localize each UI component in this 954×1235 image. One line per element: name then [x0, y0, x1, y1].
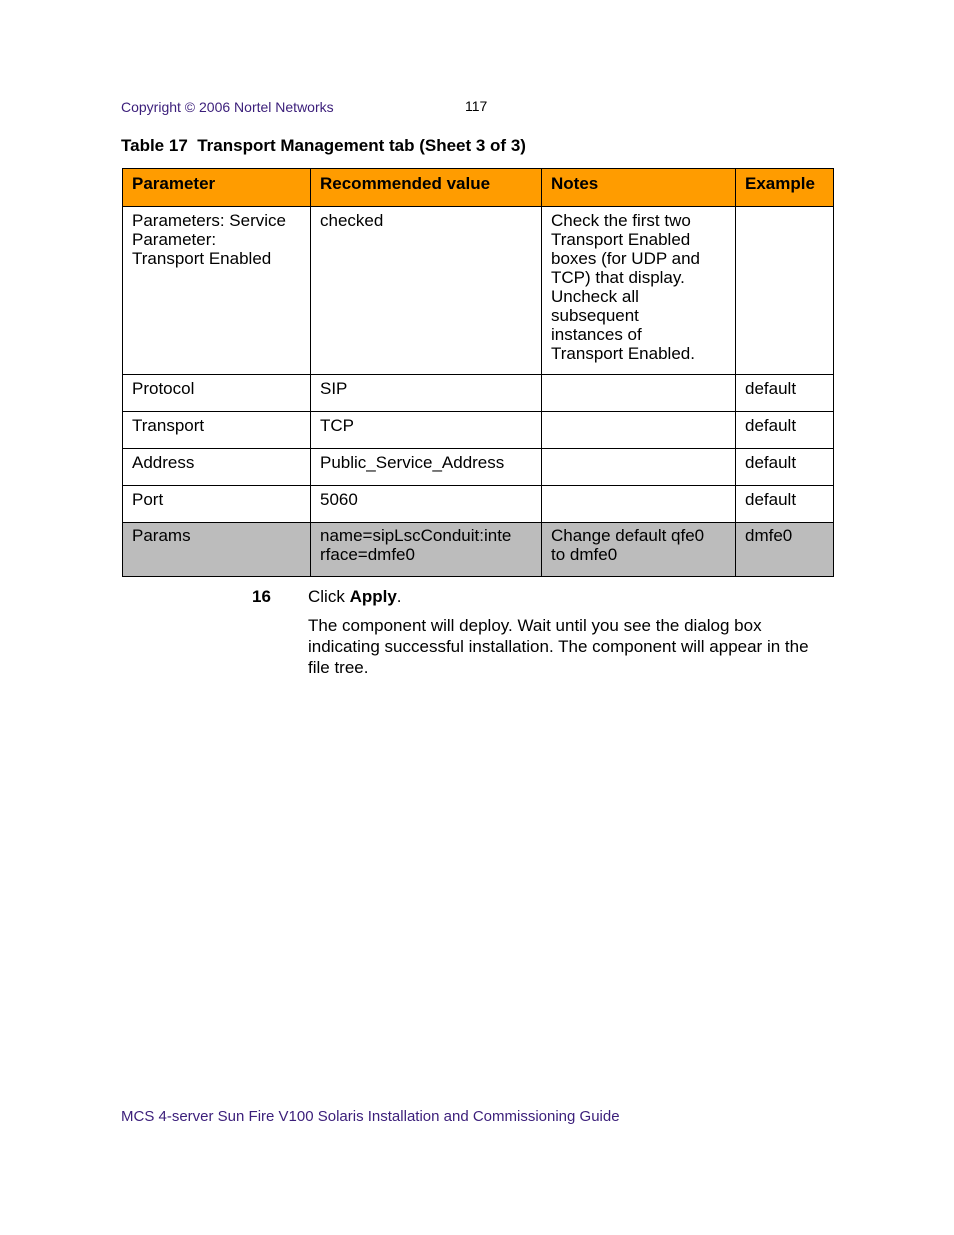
cell-parameter: Address — [123, 449, 311, 486]
step-description: The component will deploy. Wait until you see the dialog box indicating successful installation. The component will appear in the file tree. — [308, 616, 809, 677]
apply-button-reference: Apply — [349, 587, 397, 606]
cell-notes — [542, 449, 736, 486]
cell-example: default — [736, 412, 834, 449]
cell-example: default — [736, 486, 834, 523]
cell-example: default — [736, 375, 834, 412]
table-row — [123, 412, 834, 449]
step-instruction-prefix: Click — [308, 587, 350, 606]
cell-notes — [542, 486, 736, 523]
transport-management-table — [122, 168, 834, 577]
cell-parameter: Transport — [123, 412, 311, 449]
table-row-highlighted — [123, 523, 834, 577]
cell-parameter: Port — [123, 486, 311, 523]
document-title-footer: MCS 4-server Sun Fire V100 Solaris Installation and Commissioning Guide — [121, 1108, 620, 1125]
cell-example: dmfe0 — [736, 523, 834, 577]
cell-recommended-value: 5060 — [311, 486, 542, 523]
cell-parameter: Protocol — [123, 375, 311, 412]
copyright-notice: Copyright © 2006 Nortel Networks — [121, 99, 334, 115]
cell-notes: Change default qfe0 to dmfe0 — [542, 523, 736, 577]
cell-recommended-value: Public_Service_Address — [311, 449, 542, 486]
cell-parameter: Parameters: Service Parameter: Transport Enabled — [123, 207, 311, 375]
cell-parameter: Params — [123, 523, 311, 577]
cell-example — [736, 207, 834, 375]
cell-recommended-value: checked — [311, 207, 542, 375]
column-header-notes: Notes — [542, 169, 736, 207]
column-header-parameter: Parameter — [123, 169, 311, 207]
table-header-row — [123, 169, 834, 207]
page-number: 117 — [465, 98, 488, 114]
table-row — [123, 375, 834, 412]
column-header-recommended-value: Recommended value — [311, 169, 542, 207]
cell-example: default — [736, 449, 834, 486]
step-instruction-suffix: . — [396, 587, 402, 606]
cell-notes — [542, 412, 736, 449]
table-row — [123, 207, 834, 375]
cell-notes — [542, 375, 736, 412]
table-caption: Table 17 Transport Management tab (Sheet 3 of 3) — [121, 136, 526, 155]
cell-notes: Check the first two Transport Enabled boxes (for UDP and TCP) that display. Uncheck all subsequent instances of Transport Enabled. — [542, 207, 736, 375]
table-row — [123, 449, 834, 486]
step-instruction — [308, 587, 402, 607]
step-number: 16 — [252, 587, 271, 606]
cell-recommended-value: name=sipLscConduit:inte rface=dmfe0 — [311, 523, 542, 577]
cell-recommended-value: SIP — [311, 375, 542, 412]
column-header-example: Example — [736, 169, 834, 207]
table-row — [123, 486, 834, 523]
cell-recommended-value: TCP — [311, 412, 542, 449]
